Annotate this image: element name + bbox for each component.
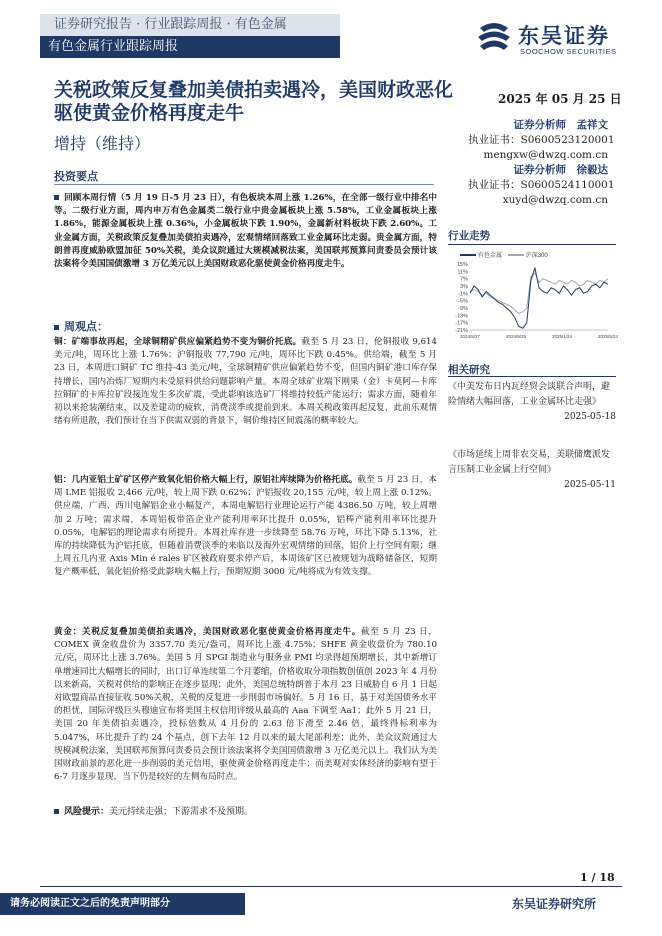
aluminum-paragraph: [54, 474, 437, 580]
analyst-2-name: 证券分析师 徐毅达: [513, 164, 608, 176]
investment-points-heading: 投资要点: [54, 170, 98, 183]
industry-trend-chart: [448, 250, 619, 342]
series-line-0: [470, 268, 608, 329]
soochow-logo-icon: [476, 20, 512, 54]
disclaimer-banner[interactable]: 请务必阅读正文之后的免责声明部分: [0, 893, 245, 915]
market-review-text: 回顾本周行情（5 月 19 日-5 月 23 日），有色板块本周上涨 1.26%，在全部一级行业中排名中等。二级行业方面，周内申万有色金属类二级行业中贵金属板块上涨 5.58%，工业金属板块上涨 1.86%，能源金属板块上涨 0.36%，小金属板块下跌 1.90%，金属新材料板块下跌 2.60%。工业金属方面，关税政策反复叠加美债拍卖遇冷，宏观情绪回落致工业金属环比走弱。贵金属方面，特朗普再度威胁欧盟加征 50%关税，美众议院通过大规模减税法案，美国联邦预算问责委员会预计该法案将令美国国债激增 3 万亿美元以上美国财政恶化驱使黄金价格再度走牛。: [54, 193, 437, 270]
y-tick-label: -9%: [458, 306, 468, 312]
market-review-paragraph: [54, 192, 437, 271]
rating: 增持（维持）: [54, 134, 151, 153]
report-title: 关税政策反复叠加美债拍卖遇冷，美国财政恶化驱使黄金价格再度走牛: [54, 79, 454, 124]
series-line-1: [470, 273, 608, 313]
page-number: 1 / 18: [580, 871, 615, 884]
chart-legend: [456, 250, 548, 259]
related-item-1-date: 2025-05-18: [564, 412, 616, 422]
x-tick-label: 2024/9/25: [505, 334, 527, 339]
legend-swatch-csi300: [508, 254, 524, 256]
copper-heading: 铜：矿端事故再起，全球铜精矿供应偏紧趋势不变为铜价托底。: [54, 337, 302, 347]
breadcrumb: 证券研究报告 · 行业跟踪周报 · 有色金属: [40, 14, 340, 36]
y-tick-label: -5%: [458, 298, 468, 305]
y-tick-label: -13%: [455, 313, 468, 320]
analyst-2-cert: 执业证书：S0600524110001: [468, 179, 615, 191]
related-item-2-date: 2025-05-11: [564, 480, 616, 490]
trend-svg: [448, 260, 619, 344]
logo: [476, 20, 626, 60]
divider: [448, 244, 616, 245]
gold-heading: 黄金：关税反复叠加美债拍卖遇冷，美国财政恶化驱使黄金价格再度走牛。: [54, 627, 361, 637]
analyst-2: [468, 163, 615, 208]
y-tick-label: -17%: [455, 320, 468, 327]
x-tick-label: 2025/5/24: [597, 334, 619, 339]
bullet-icon: [54, 809, 59, 814]
copper-body: 截至 5 月 23 日，伦铜报收 9,614 美元/吨，周环比上涨 1.76%；沪铜报收 77,790 元/吨，周环比下跌 0.45%。供给端，截至 5 月 23 日，本周进口铜矿 TC 维持-43 美元/吨，全球铜精矿供应偏紧趋势不变，但国内铜矿港口库存保持增长，国内冶炼厂短期内未受原料供给问题影响产量。本周全球矿业端下刚果（金）卡莫阿—卡库拉铜矿的卡库拉矿段接连发生多次矿震，受此影响该选矿厂将维持较低产能运行；需求方面，随着年初以来抢装潮结束，以及差建动的疲软，消费淡季或提前到来。本周关税政策再起反复，此前乐观情绪有所退散，我们预计在当下供需双弱的背景下，铜价维持区间震荡的概率较大。: [54, 337, 437, 427]
copper-paragraph: [54, 336, 437, 428]
analyst-1-email[interactable]: mengxw@dwzq.com.cn: [483, 149, 608, 161]
y-tick-label: -1%: [458, 291, 468, 298]
related-item-1-title[interactable]: 《中美发布日内瓦经贸会谈联合声明，避险情绪大幅回落，工业金属环比走强》: [448, 382, 611, 407]
aluminum-heading: 铝：几内亚铝土矿矿区停产致氧化铝价格大幅上行，原铝社库续降为价格托底。: [54, 475, 358, 485]
related-item-1[interactable]: [448, 380, 616, 425]
y-tick-label: 15%: [456, 262, 468, 268]
weekly-views-heading: [54, 318, 108, 334]
report-header: [0, 0, 662, 62]
y-tick-label: 3%: [460, 284, 468, 290]
logo-text-cn: 东吴证券: [518, 23, 610, 48]
analyst-1-name: 证券分析师 孟祥文: [513, 119, 608, 131]
x-tick-label: 2025/1/24: [551, 334, 573, 339]
y-tick-label: 11%: [457, 269, 468, 276]
weekly-views-label: 周观点：: [64, 320, 108, 333]
y-tick-label: 7%: [460, 276, 468, 283]
bullet-icon: [54, 195, 59, 200]
institute-name: 东吴证券研究所: [512, 897, 597, 911]
legend-swatch-nonferrous: [460, 254, 476, 256]
report-type-banner: 有色金属行业跟踪周报: [40, 36, 340, 58]
industry-trend-heading: 行业走势: [448, 230, 490, 242]
gold-body: 截至 5 月 23 日，COMEX 黄金收盘价为 3357.70 美元/盎司，周环比上涨 4.75%；SHFE 黄金收盘价为 780.10 元/克，周环比上涨 3.76%。美国 5 月 SPGI 制造业与服务业 PMI 均录得超预期增长，其中新增订单增速同比大幅增长的同时，出口订单连续第二个月萎缩，价格收取分项指数创值创 2023 年 4 月份以来新高，关税对供给的影响正在逐步显现；此外，美国总统特朗普于本月 23 日威胁自 6 月 1 日起对欧盟商品直接征收 50%关税，关税的反复进一步削弱市场偏好。5 月 16 日，基于对美国债务水平的担忧，国际评级巨头穆迪宣布将美国主权信用评级从最高的 Aaa 下调至 Aa1；此外 5 月 21 日，美国 20 年美债拍卖遇冷，投标倍数从 4 月份的 2.63 倍下滑至 2.46 倍，最终得标利率为 5.047%，环比提升了约 24 个基点，创下去年 12 月以来的最大尾部利差；此外，美众议院通过大规模减税法案，美国联邦预算问责委员会预计该法案将令美国国债激增 3 万亿美元以上。我们认为美国财政前景的恶化进一步削弱的美元信用，驱使黄金价格再度走牛；而美观对实体经济的影响有望于 6-7 月逐步显现，当下仍是较好的左侧布局时点。: [54, 627, 437, 783]
risk-text: 美元持续走强；下游需求不及预期。: [109, 807, 254, 817]
related-item-2-title[interactable]: 《市场延续上周非农交易，美联储鹰派发言压制工业金属上行空间》: [448, 450, 611, 475]
analyst-1-cert: 执业证书：S0600523120001: [468, 134, 615, 146]
risk-label: 风险提示：: [64, 807, 110, 817]
gold-paragraph: [54, 626, 437, 784]
report-date: 2025 年 05 月 25 日: [498, 92, 622, 106]
analyst-2-email[interactable]: xuyd@dwzq.com.cn: [502, 194, 608, 206]
related-item-2[interactable]: [448, 448, 616, 493]
analyst-1: [468, 118, 615, 163]
legend-label-csi300: 沪深300: [525, 253, 548, 259]
legend-label-nonferrous: 有色金属: [478, 253, 503, 259]
x-tick-label: 2024/5/27: [459, 334, 481, 339]
related-research-heading: 相关研究: [448, 364, 490, 376]
divider: [448, 376, 616, 377]
risk-paragraph: [54, 806, 437, 819]
divider: [54, 184, 434, 185]
logo-text-en: SOOCHOW SECURITIES: [520, 47, 617, 56]
y-tick-label: -21%: [455, 328, 468, 334]
bullet-icon: [54, 325, 59, 330]
footer-divider: [40, 886, 622, 887]
aluminum-body: 截至 5 月 23 日，本周 LME 铝报收 2,466 元/吨，较上周下跌 0.62%；沪铝报收 20,155 元/吨，较上周上涨 0.12%。供应端，广西、西川电解铝企业小幅复产，本周电解铝行业理论运行产能 4386.50 万吨，较上周增加 2 万吨；需求端，本周铝板带箔企业产能利用率环比提升 0.05%，铝棒产能利用率环比提升 0.05%，电解铝的理论需求有所提升。本周社库存进一步续降至 58.76 万吨，环比下降 5.13%，社库的持续降低为沪铝托底，但随着消费淡季的来临以及海外宏观情绪的回落，铝价上行空间有限；继上周五几内亚 Axis Min é rales 矿区被政府要求停产后，本周该矿区已被规划为战略储备区，短期复产概率低，氧化铝价格受此影响大幅上行，预期短期 3000 元/吨将成为有效支撑。: [54, 475, 437, 578]
